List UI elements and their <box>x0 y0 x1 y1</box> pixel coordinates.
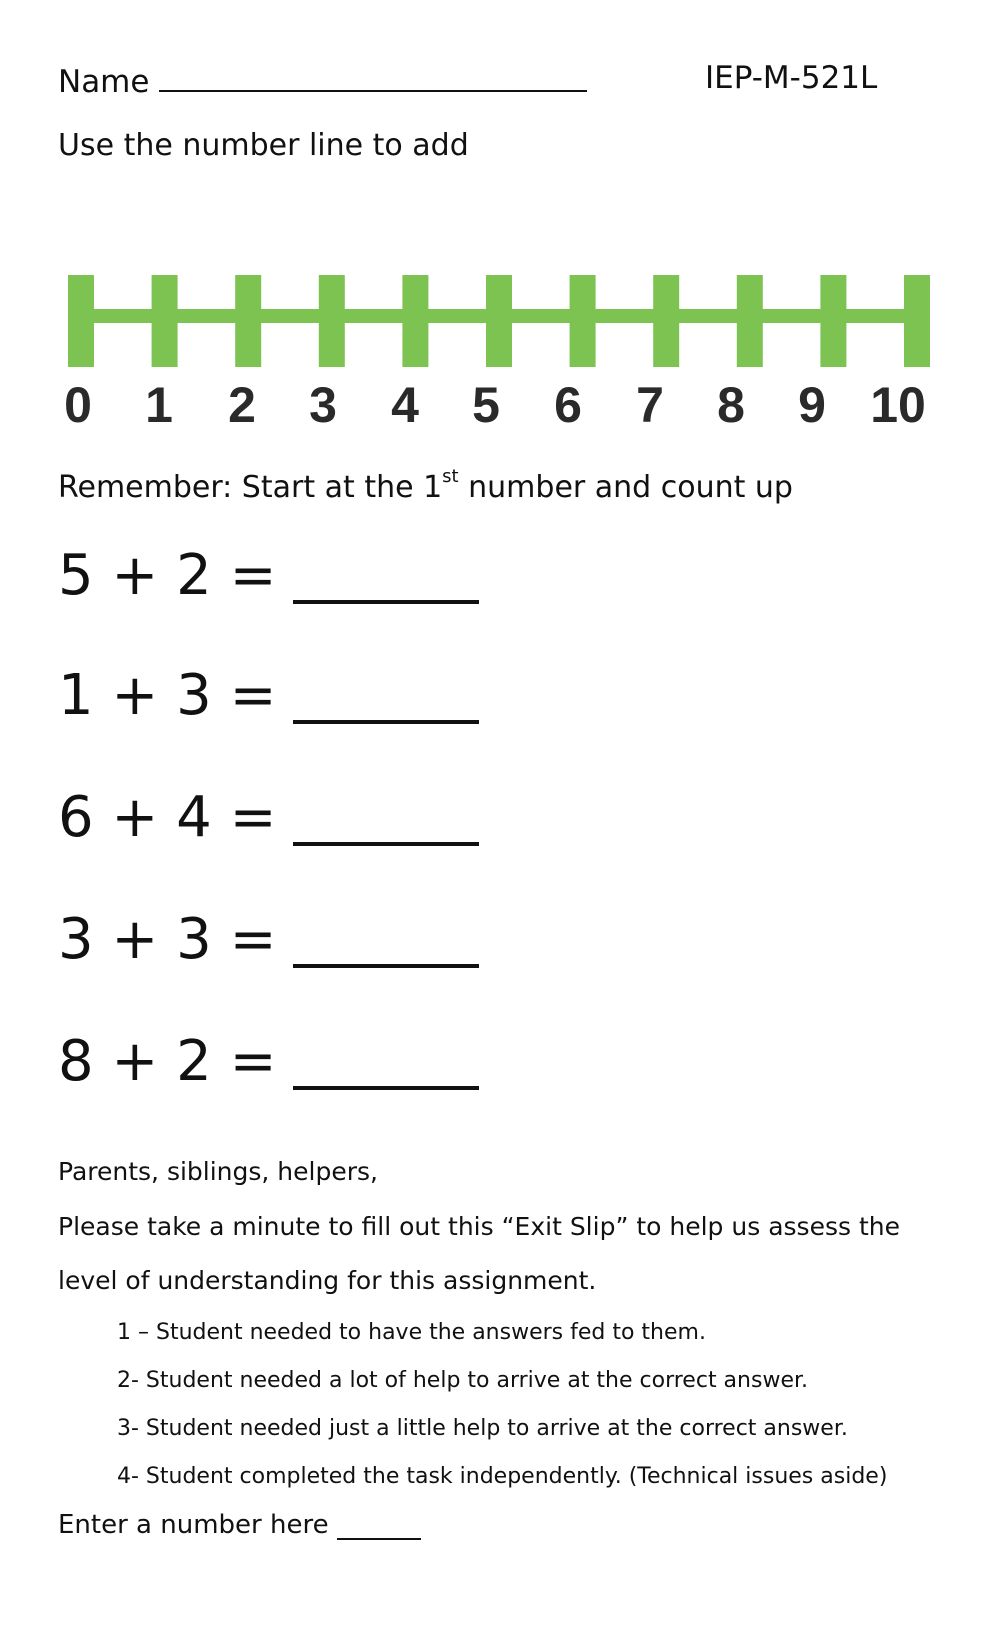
problem-row <box>58 1029 479 1094</box>
answer-blank[interactable] <box>293 944 479 968</box>
number-line-tick <box>653 275 679 367</box>
name-field-row <box>58 60 587 100</box>
enter-number-row <box>58 1510 421 1540</box>
remember-suffix: number and count up <box>458 470 793 505</box>
exit-slip-option-2: 2- Student needed a lot of help to arrive at the correct answer. <box>117 1368 808 1393</box>
number-line-tick <box>820 275 846 367</box>
exit-slip-greeting: Parents, siblings, helpers, <box>58 1157 378 1186</box>
exit-slip-option-3: 3- Student needed just a little help to arrive at the correct answer. <box>117 1416 848 1441</box>
number-line-tick <box>319 275 345 367</box>
problem-text: 5 + 2 = <box>58 543 277 608</box>
worksheet-code: IEP-M-521L <box>705 60 878 96</box>
number-label-3: 3 <box>309 377 337 433</box>
problem-row <box>58 907 479 972</box>
number-line-tick <box>904 275 930 367</box>
number-line-tick <box>235 275 261 367</box>
number-label-7: 7 <box>636 377 664 433</box>
number-label-8: 8 <box>717 377 745 433</box>
number-label-2: 2 <box>228 377 256 433</box>
number-label-10: 10 <box>870 377 926 433</box>
number-line-tick <box>486 275 512 367</box>
remember-prefix: Remember: Start at the 1 <box>58 470 443 505</box>
number-label-6: 6 <box>554 377 582 433</box>
number-line-tick <box>152 275 178 367</box>
answer-blank[interactable] <box>293 580 479 604</box>
problem-row <box>58 543 479 608</box>
exit-slip-line-1: Please take a minute to fill out this “Exit Slip” to help us assess the <box>58 1212 900 1241</box>
instruction-text: Use the number line to add <box>58 128 469 163</box>
number-line-tick <box>68 275 94 367</box>
name-label: Name <box>58 64 150 100</box>
answer-blank[interactable] <box>293 822 479 846</box>
number-line-tick <box>402 275 428 367</box>
enter-number-label: Enter a number here <box>58 1510 329 1540</box>
name-blank[interactable] <box>159 60 587 92</box>
problem-text: 3 + 3 = <box>58 907 277 972</box>
number-line-tick <box>737 275 763 367</box>
number-label-0: 0 <box>64 377 92 433</box>
number-line-labels <box>0 377 1000 440</box>
number-label-1: 1 <box>145 377 173 433</box>
answer-blank[interactable] <box>293 1066 479 1090</box>
remember-text <box>58 466 793 505</box>
number-line <box>68 275 930 367</box>
enter-number-blank[interactable] <box>337 1524 421 1540</box>
number-label-4: 4 <box>391 377 419 433</box>
exit-slip-line-2: level of understanding for this assignment. <box>58 1266 597 1295</box>
number-label-9: 9 <box>798 377 826 433</box>
problem-row <box>58 785 479 850</box>
problem-text: 6 + 4 = <box>58 785 277 850</box>
remember-superscript: st <box>442 466 459 487</box>
problem-text: 8 + 2 = <box>58 1029 277 1094</box>
exit-slip-option-4: 4- Student completed the task independently. (Technical issues aside) <box>117 1464 888 1489</box>
number-line-tick <box>570 275 596 367</box>
number-label-5: 5 <box>472 377 500 433</box>
problem-text: 1 + 3 = <box>58 663 277 728</box>
answer-blank[interactable] <box>293 700 479 724</box>
exit-slip-option-1: 1 – Student needed to have the answers fed to them. <box>117 1320 706 1345</box>
problem-row <box>58 663 479 728</box>
